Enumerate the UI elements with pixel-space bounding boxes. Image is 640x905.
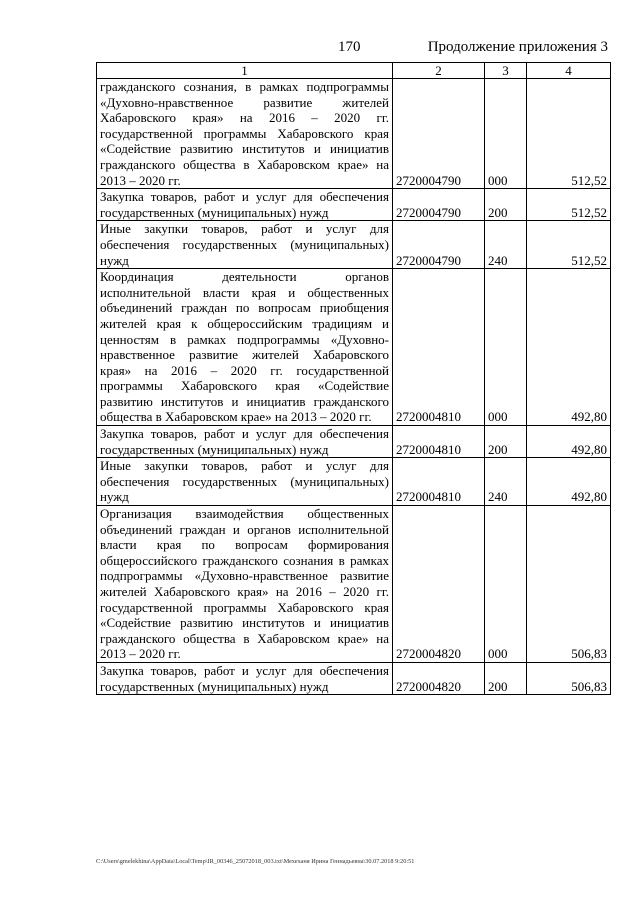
column-header-3: 3 xyxy=(485,63,527,79)
row-target-code: 2720004810 xyxy=(393,269,485,426)
row-expense-type: 240 xyxy=(485,221,527,269)
page-number: 170 xyxy=(338,39,361,55)
appendix-continuation-label: Продолжение приложения 3 xyxy=(427,39,608,55)
row-target-code: 2720004820 xyxy=(393,662,485,694)
row-expense-type: 200 xyxy=(485,189,527,221)
row-expense-type: 000 xyxy=(485,269,527,426)
row-expense-type: 200 xyxy=(485,662,527,694)
table-row xyxy=(97,426,611,458)
table-header xyxy=(97,63,611,79)
column-header-4: 4 xyxy=(527,63,611,79)
row-description: Закупка товаров, работ и услуг для обеспечения государственных (муниципальных) нужд xyxy=(97,189,393,221)
table-row xyxy=(97,79,611,189)
row-description: Организация взаимодействия общественных объединений граждан и органов исполнительной власти края по вопросам формирования общероссийского гражданского сознания в рамках подпрограммы «Духовно-нравственное развитие жителей Хабаровского края» на 2016 – 2020 гг. государственной программы Хабаровского края «Содействие развитию институтов и инициатив гражданского общества в Хабаровском крае» на 2013 – 2020 гг. xyxy=(97,506,393,663)
table-row xyxy=(97,506,611,663)
header-row xyxy=(97,63,611,79)
table-row xyxy=(97,662,611,694)
row-target-code: 2720004810 xyxy=(393,426,485,458)
budget-table xyxy=(96,62,611,695)
row-expense-type: 000 xyxy=(485,506,527,663)
column-header-1: 1 xyxy=(97,63,393,79)
file-path-footer: C:\Users\gmelekhina\AppData\Local\Temp\IR_00346_25072018_003.txt\Мехеханя Ирина Геннадьевна\30.07.2018 9:20:51 xyxy=(96,858,415,865)
table-body xyxy=(97,79,611,695)
row-description: Иные закупки товаров, работ и услуг для обеспечения государственных (муниципальных) нужд xyxy=(97,458,393,506)
column-header-2: 2 xyxy=(393,63,485,79)
row-description: Координация деятельности органов исполнительной власти края и общественных объединений граждан по вопросам приобщения жителей края к общероссийским традициям и ценностям в рамках подпрограммы «Духовно-нравственное развитие жителей Хабаровского края» на 2016 – 2020 гг. государственной программы Хабаровского края «Содействие развитию институтов и инициатив гражданского общества в Хабаровском крае» на 2013 – 2020 гг. xyxy=(97,269,393,426)
row-amount: 512,52 xyxy=(527,221,611,269)
row-target-code: 2720004810 xyxy=(393,458,485,506)
table-row xyxy=(97,189,611,221)
table-row xyxy=(97,221,611,269)
row-amount: 506,83 xyxy=(527,506,611,663)
row-description: гражданского сознания, в рамках подпрограммы «Духовно-нравственное развитие жителей Хабаровского края» на 2016 – 2020 гг. государственной программы Хабаровского края «Содействие развитию институтов и инициатив гражданского общества в Хабаровском крае» на 2013 – 2020 гг. xyxy=(97,79,393,189)
row-description: Иные закупки товаров, работ и услуг для обеспечения государственных (муниципальных) нужд xyxy=(97,221,393,269)
row-amount: 506,83 xyxy=(527,662,611,694)
row-description: Закупка товаров, работ и услуг для обеспечения государственных (муниципальных) нужд xyxy=(97,426,393,458)
table-row xyxy=(97,458,611,506)
row-expense-type: 000 xyxy=(485,79,527,189)
row-amount: 512,52 xyxy=(527,79,611,189)
row-description: Закупка товаров, работ и услуг для обеспечения государственных (муниципальных) нужд xyxy=(97,662,393,694)
row-target-code: 2720004790 xyxy=(393,79,485,189)
table-row xyxy=(97,269,611,426)
row-amount: 492,80 xyxy=(527,269,611,426)
row-amount: 512,52 xyxy=(527,189,611,221)
row-target-code: 2720004790 xyxy=(393,189,485,221)
row-expense-type: 200 xyxy=(485,426,527,458)
row-amount: 492,80 xyxy=(527,426,611,458)
row-expense-type: 240 xyxy=(485,458,527,506)
row-target-code: 2720004820 xyxy=(393,506,485,663)
row-amount: 492,80 xyxy=(527,458,611,506)
row-target-code: 2720004790 xyxy=(393,221,485,269)
